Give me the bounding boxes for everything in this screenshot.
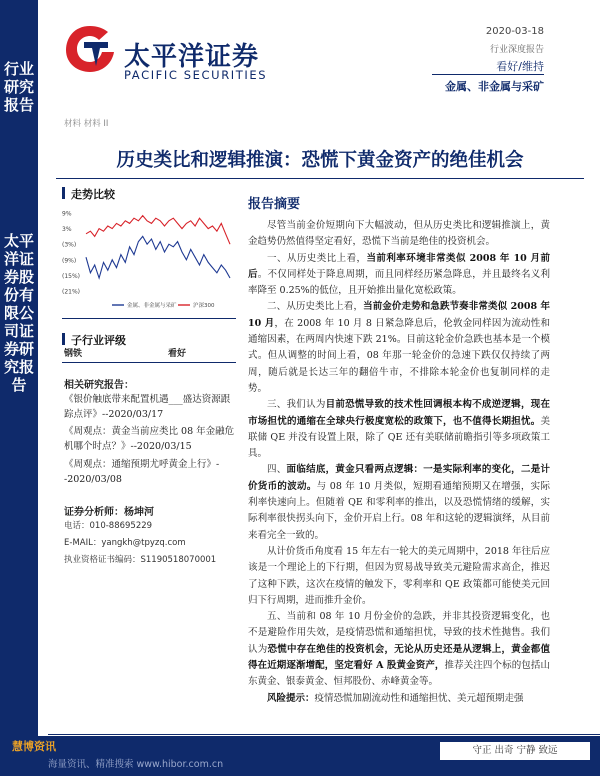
abstract-paragraph: 五、当前和 08 年 10 月份金价的急跌，并非其投资逻辑变化，也不是避险作用失效，是疫情恐慌和通缩担忧，导致的技术性抛售。我们认为恐慌中存在绝佳的投资机会，无论从历史还是从逻辑上，黄金都值得在近期逐渐增配，坚定看好 A 股黄金资产，推荐关注四个标的包括山东黄金、银泰黄金、恒邦股份、赤峰黄金等。 [248, 611, 550, 688]
y-tick-label: (15%) [62, 272, 81, 280]
abstract-paragraph: 风险提示：疫情恐慌加剧流动性和通缩担忧、美元超预期走强 [267, 692, 524, 704]
section-marker-icon [62, 187, 65, 199]
abstract-body [248, 218, 550, 707]
trend-heading-text: 走势比较 [71, 188, 115, 201]
related-reports-heading: 相关研究报告： [64, 380, 134, 391]
header-divider [432, 74, 544, 75]
subindustry-name: 钢铁 [64, 349, 83, 359]
analyst-heading: 证券分析师：杨坤河 [64, 507, 154, 518]
analyst-email[interactable]: E-MAIL：yangkh@tpyzq.com [64, 538, 186, 548]
trend-chart [60, 205, 238, 317]
left-sidebar-band [0, 0, 38, 776]
legend-label: 金属、非金属与采矿 [127, 303, 177, 309]
series-line-hs300 [86, 216, 230, 245]
y-tick-label: (9%) [62, 257, 77, 265]
sector-label: 金属、非金属与采矿 [445, 80, 544, 93]
related-report-link[interactable]: 《周观点：黄金当前应类比 08 年金融危机哪个时点？》--2020/03/15 [64, 426, 235, 452]
breadcrumb: 材料 材料 II [64, 119, 109, 129]
related-report-link[interactable]: 《银价触底带来配置机遇___盛达资源跟踪点评》--2020/03/17 [64, 394, 231, 420]
y-tick-label: 3% [62, 226, 72, 234]
footer-logo: 慧博资讯 [12, 740, 56, 753]
abstract-paragraph: 三、我们认为目前恐慌导致的技术性回调根本构不成逆逻辑，现在市场担忧的通缩在全球央行极度宽松的政策下，也不值得长期担忧。美联储 QE 并没有设置上限，除了 QE 还有美联储前瞻指引等多项政策工具。 [248, 399, 550, 460]
section-marker-icon [62, 333, 65, 345]
page-title: 历史类比和逻辑推演：恐慌下黄金资产的绝佳机会 [116, 150, 524, 171]
abstract-paragraph: 尽管当前金价短期向下大幅波动，但从历史类比和逻辑推演上，黄金趋势仍然值得坚定看好，恐慌下当前是绝佳的投资机会。 [248, 220, 550, 248]
subindustry-heading-text: 子行业评级 [71, 334, 126, 347]
y-tick-label: (21%) [62, 288, 81, 296]
company-logo-icon [62, 22, 118, 76]
y-tick-label: 9% [62, 210, 72, 218]
analyst-cert: 执业资格证书编码：S1190518070001 [64, 555, 217, 565]
subindustry-divider [62, 362, 236, 363]
footer-divider [48, 734, 600, 735]
logo-text-en: PACIFIC SECURITIES [124, 68, 268, 82]
legend-label: 沪深300 [193, 303, 215, 309]
sidebar-top-text: 行业研究报告 [3, 60, 34, 114]
subindustry-rating: 看好 [168, 349, 187, 359]
report-date: 2020-03-18 [485, 26, 544, 37]
title-divider [56, 178, 584, 179]
report-type: 行业深度报告 [489, 45, 544, 55]
related-report-link[interactable]: 《周观点：通缩预期尤呼黄金上行》--2020/03/08 [64, 459, 220, 485]
sidebar-company-text: 太平洋证券股份有限公司证券研究报告 [3, 232, 34, 394]
abstract-paragraph: 从计价货币角度看 15 年左右一轮大的美元周期中，2018 年往后应该是一个理论上的下行期，但因为贸易战导致美元避险需求高企，推迟了这种下跌，这次在疫情的触发下，零利率和 QE 政策都可能使美元回归下行周期，进而推升金价。 [248, 545, 550, 606]
logo-text-cn: 太平洋证券 [124, 42, 260, 72]
series-line-industry [86, 236, 230, 278]
abstract-heading: 报告摘要 [248, 197, 301, 212]
trend-heading [62, 186, 115, 202]
abstract-paragraph: 四、面临结底，黄金只看两点逻辑：一是实际利率的变化，二是计价货币的波动。与 08 年 10 月类似，短期看通缩预期又在增强，实际利率快速向上。但随着 QE 和零利率的推出，以及恐慌情绪的缓解，实际利率很快拐头向下，金价开启上行。08 年和这轮的逻辑演绎，从目前来看完全一致的。 [248, 464, 550, 541]
abstract-paragraph: 一、从历史类比上看，当前利率环境非常类似 2008 年 10 月前后。不仅同样处于降息周期，而且同样经历紧急降息，并且最终名义利率降至 0.25%的低位，且开始推出量化宽松政策。 [248, 252, 550, 297]
abstract-paragraph: 二、从历史类比上看，当前金价走势和急跌节奏非常类似 2008 年 10 月，在 2008 年 10 月 8 日紧急降息后，伦敦金同样因为流动性和通缩因素，在两周内快速下跌 21%。目前这轮金价急跌也基本是一个模式。但从调整的时间上看，08 年那一轮金价的急速下跌仅仅持续了两周，随后就是长达三年的翻倍牛市，不排除本轮金价也复制同样的走势。 [248, 301, 550, 394]
footer-url[interactable]: 海量资讯、精准搜索 www.hibor.com.cn [48, 759, 224, 770]
y-tick-label: (3%) [62, 241, 77, 249]
chart-divider [62, 318, 236, 319]
analyst-phone: 电话：010-88695229 [64, 521, 153, 531]
rating-badge: 看好/维持 [496, 60, 544, 73]
footer-motto: 守正 出奇 宁静 致远 [440, 742, 590, 760]
